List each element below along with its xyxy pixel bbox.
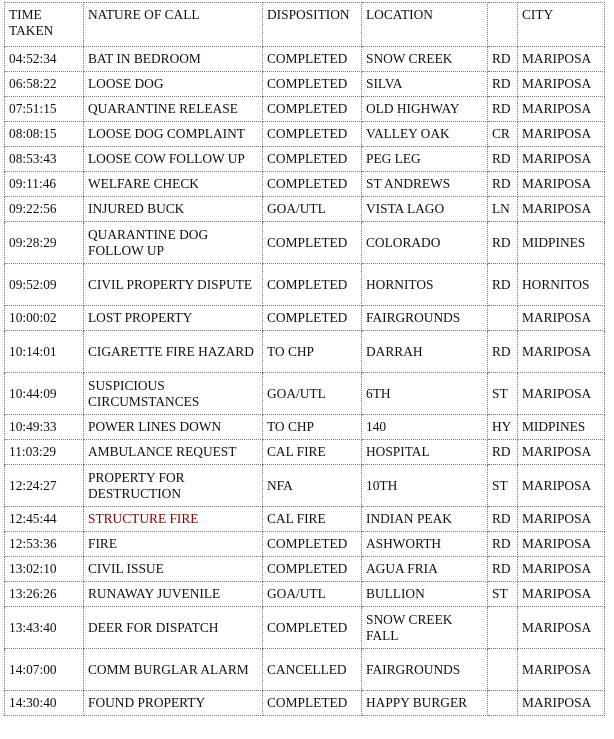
cell-disposition: COMPLETED — [263, 306, 362, 331]
cell-location: DARRAH — [362, 331, 488, 373]
cell-location: 6TH — [362, 373, 488, 415]
cell-disposition: COMPLETED — [263, 97, 362, 122]
cell-time: 04:52:34 — [5, 47, 84, 72]
cell-time: 14:07:00 — [5, 649, 84, 691]
cell-suffix: ST — [488, 465, 518, 507]
cell-nature: LOST PROPERTY — [84, 306, 263, 331]
cell-city: MARIPOSA — [518, 465, 605, 507]
cell-city: MARIPOSA — [518, 691, 605, 716]
cell-nature: COMM BURGLAR ALARM — [84, 649, 263, 691]
cell-time: 13:26:26 — [5, 582, 84, 607]
cell-nature: LOOSE COW FOLLOW UP — [84, 147, 263, 172]
table-row — [5, 222, 605, 264]
cell-disposition: GOA/UTL — [263, 197, 362, 222]
cell-disposition: TO CHP — [263, 331, 362, 373]
table-row — [5, 607, 605, 649]
cell-city: MARIPOSA — [518, 72, 605, 97]
cell-nature: QUARANTINE DOG FOLLOW UP — [84, 222, 263, 264]
cell-time: 09:22:56 — [5, 197, 84, 222]
cell-location: ASHWORTH — [362, 532, 488, 557]
cell-disposition: CAL FIRE — [263, 507, 362, 532]
cell-location: SNOW CREEK — [362, 47, 488, 72]
table-row — [5, 47, 605, 72]
cell-disposition: COMPLETED — [263, 691, 362, 716]
table-row — [5, 72, 605, 97]
cell-location: FAIRGROUNDS — [362, 306, 488, 331]
header-location: LOCATION — [362, 3, 488, 47]
cell-city: MARIPOSA — [518, 507, 605, 532]
header-time: TIME TAKEN — [5, 3, 84, 47]
header-city: CITY — [518, 3, 605, 47]
header-suffix — [488, 3, 518, 47]
table-row — [5, 440, 605, 465]
cell-suffix: RD — [488, 331, 518, 373]
cell-nature: DEER FOR DISPATCH — [84, 607, 263, 649]
cell-time: 08:08:15 — [5, 122, 84, 147]
cell-location: AGUA FRIA — [362, 557, 488, 582]
cell-city: MARIPOSA — [518, 582, 605, 607]
table-row — [5, 306, 605, 331]
cell-city: MARIPOSA — [518, 373, 605, 415]
table-row — [5, 557, 605, 582]
cell-suffix: ST — [488, 582, 518, 607]
cell-time: 08:53:43 — [5, 147, 84, 172]
cell-time: 12:53:36 — [5, 532, 84, 557]
cell-nature: STRUCTURE FIRE — [84, 507, 263, 532]
call-log-body — [5, 47, 605, 716]
cell-location: VISTA LAGO — [362, 197, 488, 222]
cell-time: 13:43:40 — [5, 607, 84, 649]
cell-location: COLORADO — [362, 222, 488, 264]
cell-city: MIDPINES — [518, 415, 605, 440]
cell-nature: CIGARETTE FIRE HAZARD — [84, 331, 263, 373]
cell-city: MARIPOSA — [518, 557, 605, 582]
cell-city: MARIPOSA — [518, 97, 605, 122]
cell-time: 10:00:02 — [5, 306, 84, 331]
cell-suffix: RD — [488, 557, 518, 582]
cell-city: MARIPOSA — [518, 47, 605, 72]
cell-time: 10:49:33 — [5, 415, 84, 440]
header-row — [5, 3, 605, 47]
table-row — [5, 373, 605, 415]
cell-disposition: COMPLETED — [263, 532, 362, 557]
cell-nature: RUNAWAY JUVENILE — [84, 582, 263, 607]
cell-nature: AMBULANCE REQUEST — [84, 440, 263, 465]
cell-time: 10:44:09 — [5, 373, 84, 415]
cell-time: 12:24:27 — [5, 465, 84, 507]
cell-disposition: COMPLETED — [263, 557, 362, 582]
cell-disposition: COMPLETED — [263, 147, 362, 172]
cell-suffix: RD — [488, 532, 518, 557]
table-row — [5, 172, 605, 197]
cell-suffix: CR — [488, 122, 518, 147]
table-row — [5, 691, 605, 716]
cell-disposition: COMPLETED — [263, 72, 362, 97]
cell-disposition: CANCELLED — [263, 649, 362, 691]
cell-suffix: RD — [488, 47, 518, 72]
cell-time: 14:30:40 — [5, 691, 84, 716]
cell-suffix: RD — [488, 222, 518, 264]
cell-location: BULLION — [362, 582, 488, 607]
cell-location: VALLEY OAK — [362, 122, 488, 147]
cell-nature: PROPERTY FOR DESTRUCTION — [84, 465, 263, 507]
cell-suffix — [488, 607, 518, 649]
cell-suffix — [488, 649, 518, 691]
cell-nature: INJURED BUCK — [84, 197, 263, 222]
cell-time: 09:52:09 — [5, 264, 84, 306]
cell-location: 140 — [362, 415, 488, 440]
table-row — [5, 122, 605, 147]
table-row — [5, 331, 605, 373]
cell-suffix: RD — [488, 264, 518, 306]
cell-nature: FIRE — [84, 532, 263, 557]
table-row — [5, 415, 605, 440]
table-row — [5, 582, 605, 607]
cell-time: 06:58:22 — [5, 72, 84, 97]
cell-suffix: RD — [488, 507, 518, 532]
cell-time: 13:02:10 — [5, 557, 84, 582]
cell-disposition: CAL FIRE — [263, 440, 362, 465]
cell-city: MARIPOSA — [518, 649, 605, 691]
table-row — [5, 507, 605, 532]
cell-city: HORNITOS — [518, 264, 605, 306]
cell-nature: BAT IN BEDROOM — [84, 47, 263, 72]
cell-disposition: COMPLETED — [263, 264, 362, 306]
cell-nature: CIVIL PROPERTY DISPUTE — [84, 264, 263, 306]
cell-nature: SUSPICIOUS CIRCUMSTANCES — [84, 373, 263, 415]
cell-city: MARIPOSA — [518, 532, 605, 557]
cell-city: MARIPOSA — [518, 122, 605, 147]
cell-location: SNOW CREEK FALL — [362, 607, 488, 649]
cell-nature: LOOSE DOG COMPLAINT — [84, 122, 263, 147]
cell-location: OLD HIGHWAY — [362, 97, 488, 122]
cell-disposition: TO CHP — [263, 415, 362, 440]
cell-location: SILVA — [362, 72, 488, 97]
cell-suffix — [488, 691, 518, 716]
cell-suffix: LN — [488, 197, 518, 222]
cell-disposition: NFA — [263, 465, 362, 507]
cell-city: MARIPOSA — [518, 440, 605, 465]
cell-suffix: RD — [488, 172, 518, 197]
cell-time: 12:45:44 — [5, 507, 84, 532]
cell-city: MARIPOSA — [518, 331, 605, 373]
table-row — [5, 97, 605, 122]
cell-nature: LOOSE DOG — [84, 72, 263, 97]
table-row — [5, 147, 605, 172]
table-row — [5, 465, 605, 507]
cell-time: 07:51:15 — [5, 97, 84, 122]
cell-location: INDIAN PEAK — [362, 507, 488, 532]
cell-nature: POWER LINES DOWN — [84, 415, 263, 440]
cell-location: HAPPY BURGER — [362, 691, 488, 716]
cell-time: 10:14:01 — [5, 331, 84, 373]
cell-nature: FOUND PROPERTY — [84, 691, 263, 716]
table-row — [5, 264, 605, 306]
cell-location: ST ANDREWS — [362, 172, 488, 197]
cell-location: 10TH — [362, 465, 488, 507]
cell-city: MARIPOSA — [518, 607, 605, 649]
cell-city: MARIPOSA — [518, 306, 605, 331]
header-disposition: DISPOSITION — [263, 3, 362, 47]
call-log-table — [4, 2, 605, 716]
cell-time: 09:28:29 — [5, 222, 84, 264]
cell-disposition: COMPLETED — [263, 47, 362, 72]
table-row — [5, 532, 605, 557]
cell-location: HORNITOS — [362, 264, 488, 306]
cell-suffix: RD — [488, 147, 518, 172]
cell-disposition: GOA/UTL — [263, 373, 362, 415]
cell-suffix — [488, 306, 518, 331]
table-row — [5, 197, 605, 222]
cell-suffix: RD — [488, 440, 518, 465]
table-row — [5, 649, 605, 691]
cell-disposition: COMPLETED — [263, 172, 362, 197]
cell-time: 09:11:46 — [5, 172, 84, 197]
cell-time: 11:03:29 — [5, 440, 84, 465]
cell-city: MARIPOSA — [518, 197, 605, 222]
cell-suffix: RD — [488, 72, 518, 97]
cell-city: MIDPINES — [518, 222, 605, 264]
cell-location: PEG LEG — [362, 147, 488, 172]
cell-nature: CIVIL ISSUE — [84, 557, 263, 582]
header-nature: NATURE OF CALL — [84, 3, 263, 47]
cell-suffix: ST — [488, 373, 518, 415]
cell-disposition: COMPLETED — [263, 222, 362, 264]
cell-suffix: RD — [488, 97, 518, 122]
cell-location: HOSPITAL — [362, 440, 488, 465]
cell-disposition: COMPLETED — [263, 122, 362, 147]
cell-disposition: GOA/UTL — [263, 582, 362, 607]
cell-city: MARIPOSA — [518, 172, 605, 197]
cell-disposition: COMPLETED — [263, 607, 362, 649]
cell-nature: WELFARE CHECK — [84, 172, 263, 197]
cell-location: FAIRGROUNDS — [362, 649, 488, 691]
cell-nature: QUARANTINE RELEASE — [84, 97, 263, 122]
cell-city: MARIPOSA — [518, 147, 605, 172]
cell-suffix: HY — [488, 415, 518, 440]
